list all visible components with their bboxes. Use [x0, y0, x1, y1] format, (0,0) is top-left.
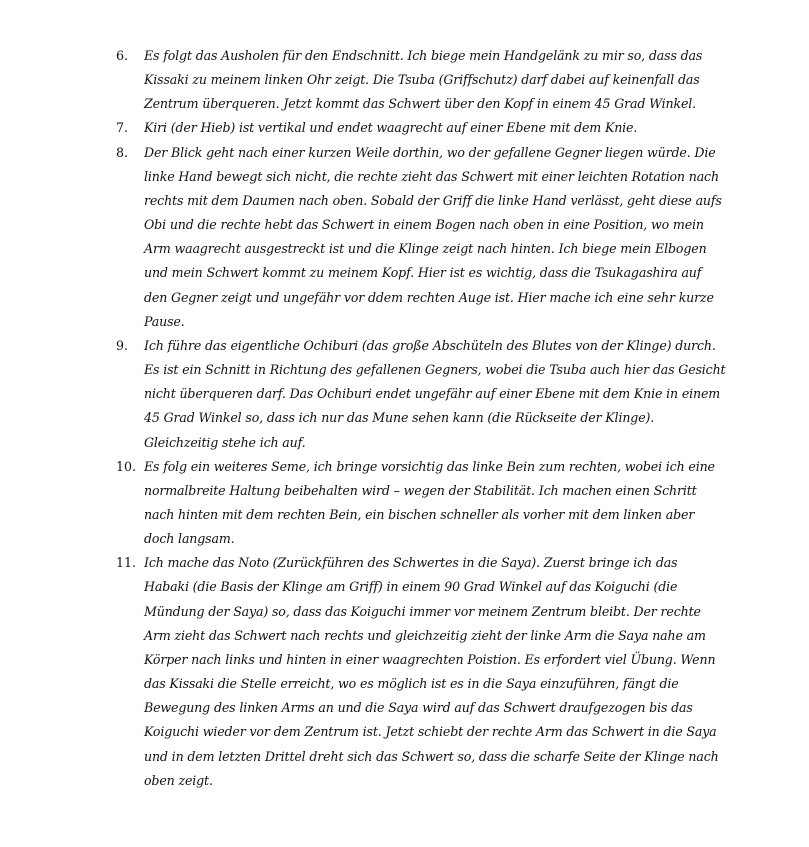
list-item-text: Es folgt das Ausholen für den Endschnitt. Ich biege mein Handgelänk zu mir so, dass das Kissaki zu meinem linken Ohr zeigt. Die Tsuba (Griffschutz) darf dabei auf keinenfall das Zentrum überqueren. Jetzt kommt das Schwert über den Kopf in einem 45 Grad Winkel. [144, 48, 703, 112]
list-item [116, 44, 726, 116]
list-item-text: Ich führe das eigentliche Ochiburi (das große Abschüteln des Blutes von der Klinge) durch. Es ist ein Schnitt in Richtung des gefallenen Gegners, wobei die Tsuba auch hier das Gesicht nicht überqueren darf. Das Ochiburi endet ungefähr auf einer Ebene mit dem Knie in einem 45 Grad Winkel so, dass ich nur das Mune sehen kann (die Rückseite der Klinge). Gleichzeitig stehe ich auf. [144, 337, 726, 450]
list-item-text: Es folg ein weiteres Seme, ich bringe vorsichtig das linke Bein zum rechten, wobei ich eine normalbreite Haltung beibehalten wird – wegen der Stabilität. Ich machen einen Schritt nach hinten mit dem rechten Bein, ein bischen schneller als vorher mit dem linken aber doch langsam. [144, 458, 715, 547]
list-item-text: Kiri (der Hieb) ist vertikal und endet waagrecht auf einer Ebene mit dem Knie. [144, 120, 638, 136]
list-item-number: 8. [116, 144, 129, 160]
list-item-text: Ich mache das Noto (Zurückführen des Schwertes in die Saya). Zuerst bringe ich das Habaki (die Basis der Klinge am Griff) in einem 90 Grad Winkel auf das Koiguchi (die Mündung der Saya) so, dass das Koiguchi immer vor meinem Zentrum bleibt. Der rechte Arm zieht das Schwert nach rechts und gleichzeitig zieht der linke Arm die Saya nahe am Körper nach links und hinten in einer waagrechten Poistion. Es erfordert viel Übung. Wenn das Kissaki die Stelle erreicht, wo es möglich ist es in die Saya einzuführen, fängt die Bewegung des linken Arms an und die Saya wird auf das Schwert draufgezogen bis das Koiguchi wieder vor dem Zentrum ist. Jetzt schiebt der rechte Arm das Schwert in die Saya und in dem letzten Drittel dreht sich das Schwert so, dass die scharfe Seite der Klinge nach oben zeigt. [144, 555, 719, 788]
list-item-number: 7. [116, 120, 129, 136]
list-item-number: 11. [116, 555, 137, 571]
list-item [116, 551, 726, 793]
numbered-list [116, 44, 726, 793]
list-item [116, 334, 726, 455]
list-item-text: Der Blick geht nach einer kurzen Weile dorthin, wo der gefallene Gegner liegen würde. Die linke Hand bewegt sich nicht, die rechte zieht das Schwert mit einer leichten Rotation nach rechts mit dem Daumen nach oben. Sobald der Griff die linke Hand verlässt, geht diese aufs Obi und die rechte hebt das Schwert in einem Bogen nach oben in eine Position, wo mein Arm waagrecht ausgestreckt ist und die Klinge zeigt nach hinten. Ich biege mein Elbogen und mein Schwert kommt zu meinem Kopf. Hier ist es wichtig, dass die Tsukagashira auf den Gegner zeigt und ungefähr vor ddem rechten Auge ist. Hier mache ich eine sehr kurze Pause. [144, 144, 722, 329]
list-item [116, 141, 726, 334]
list-item [116, 116, 726, 140]
list-item [116, 455, 726, 552]
list-item-number: 9. [116, 337, 129, 353]
list-item-number: 10. [116, 458, 137, 474]
list-item-number: 6. [116, 48, 129, 63]
